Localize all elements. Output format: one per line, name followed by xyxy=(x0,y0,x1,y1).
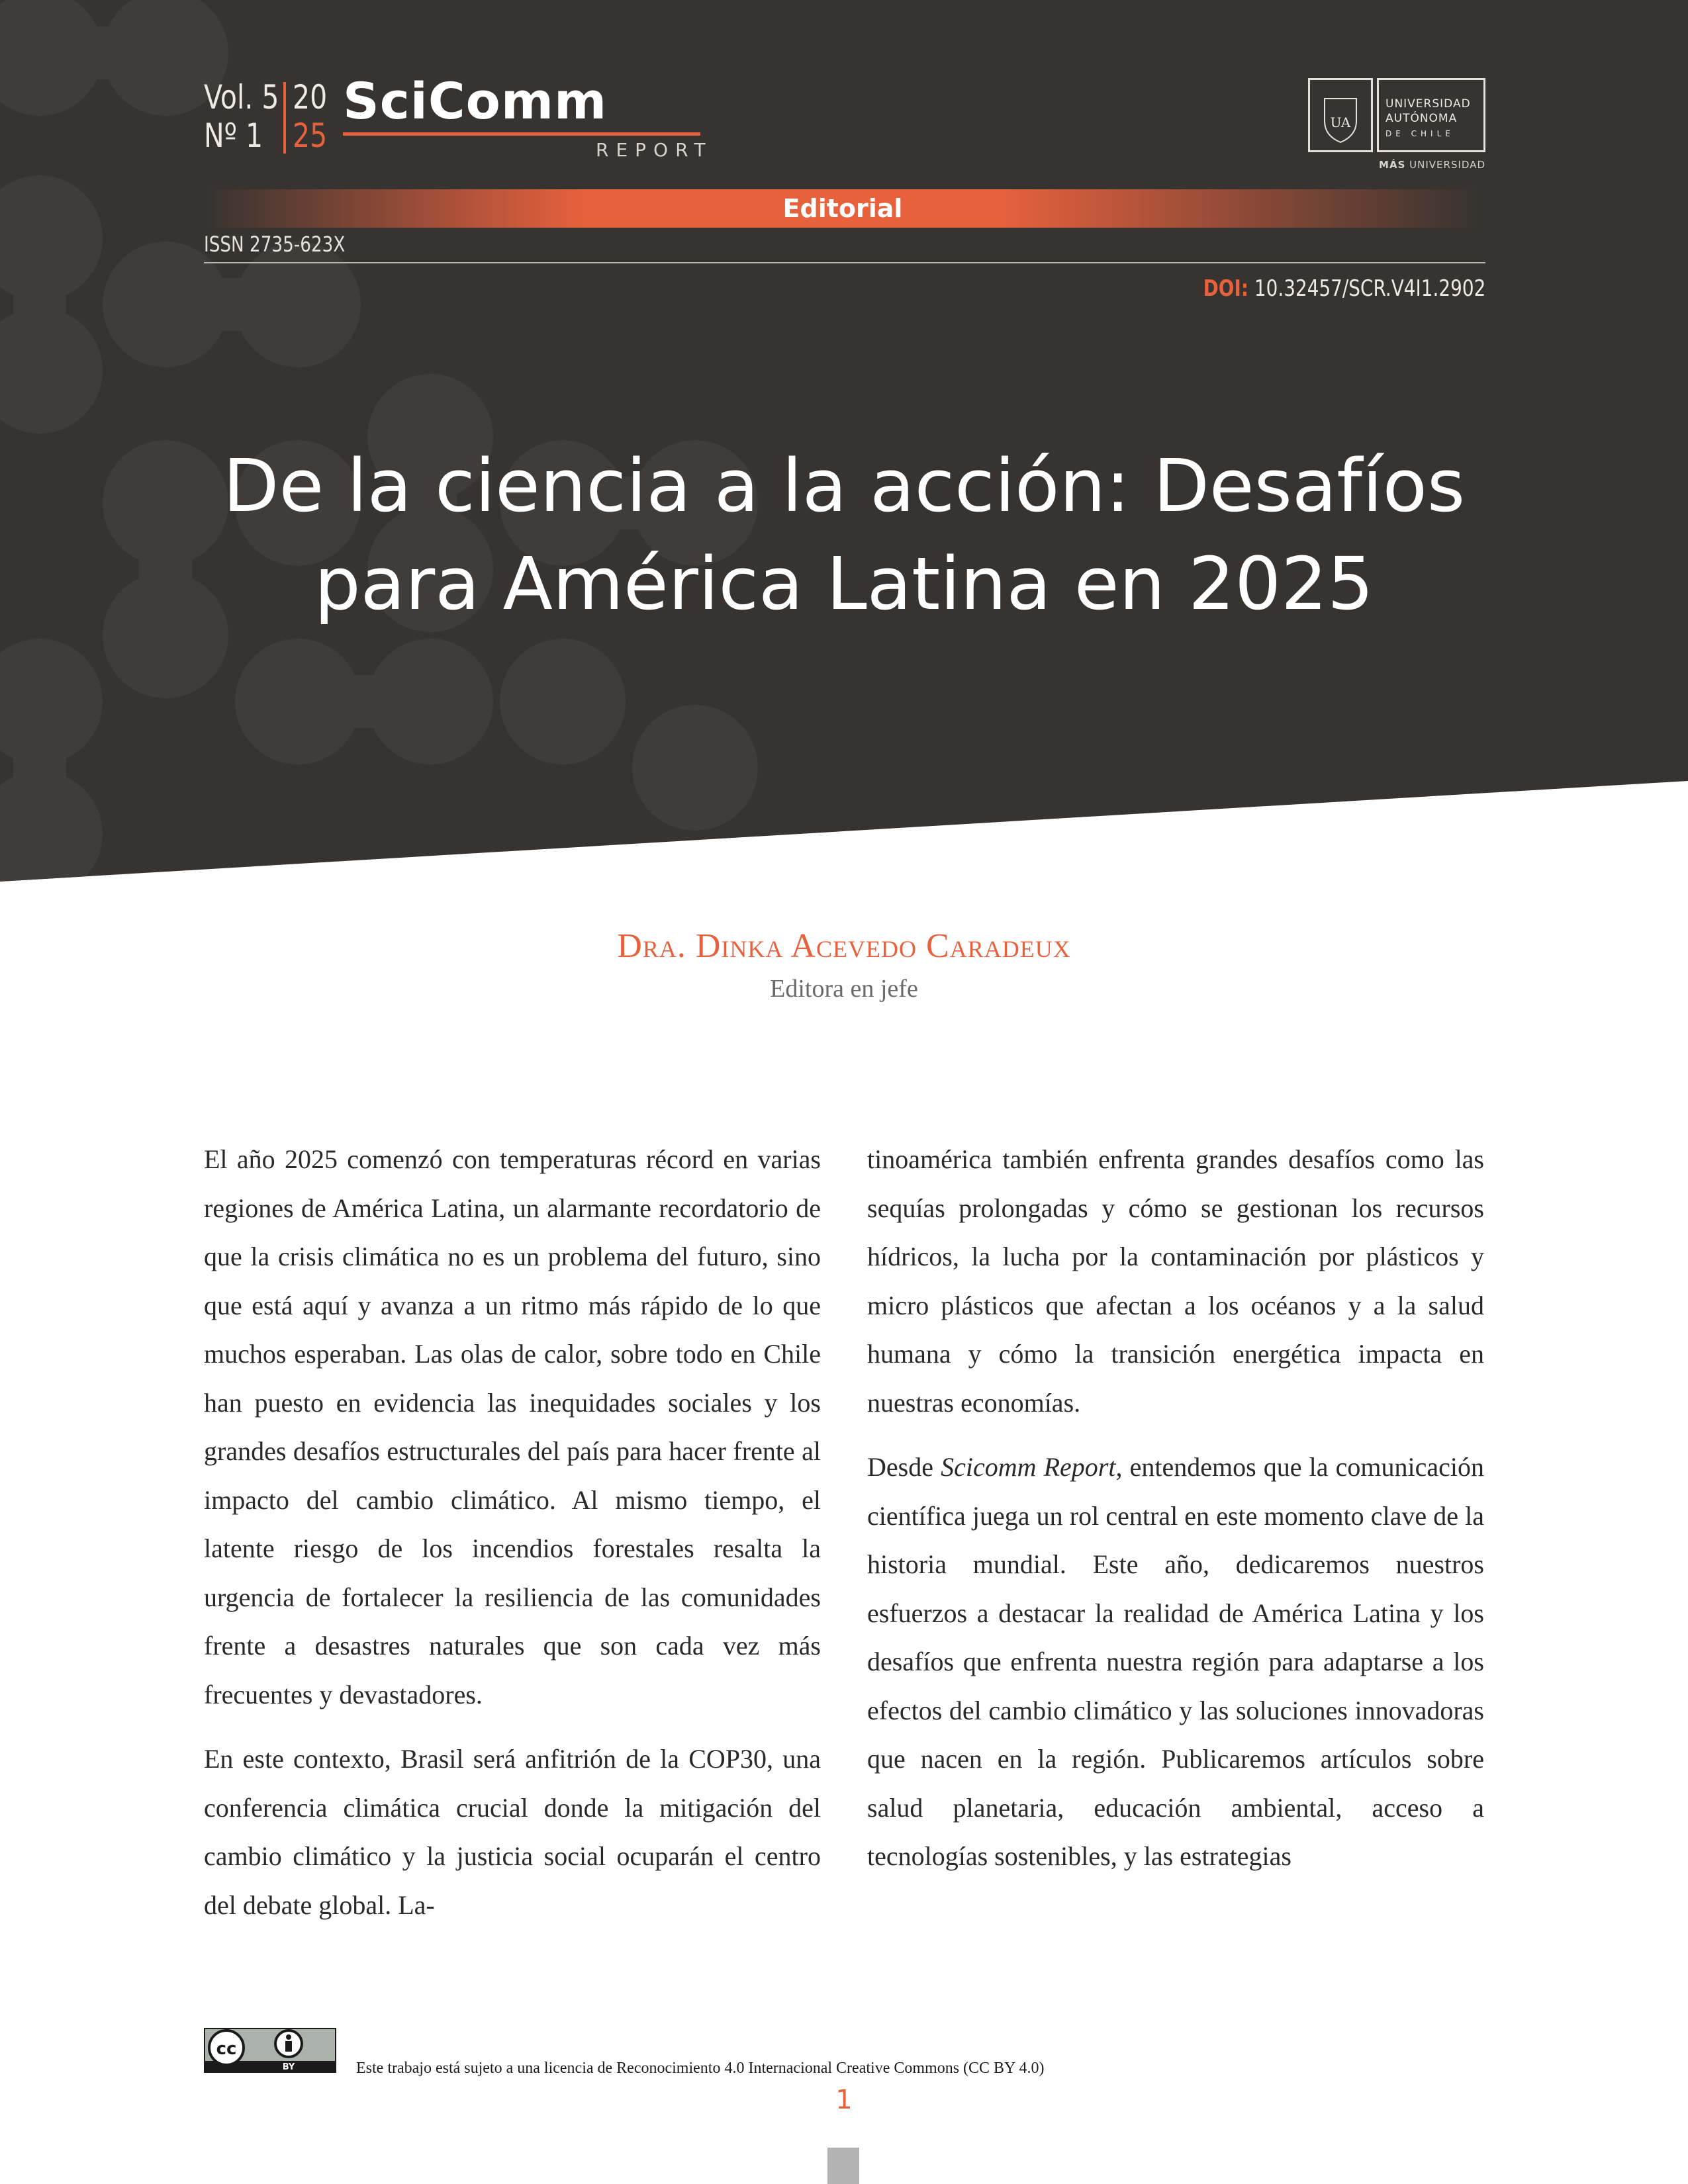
header-rule xyxy=(204,262,1485,263)
university-logo xyxy=(1308,78,1485,171)
paragraph: El año 2025 comenzó con temperaturas récord en varias regiones de América Latina, un alarmante recordatorio de que la crisis climática no es un problema del futuro, sino que está aquí y avanza a un ritmo más rápido de lo que muchos esperaban. Las olas de calor, sobre todo en Chile han puesto en evidencia las inequidades sociales y los grandes desafíos estructurales del país para hacer frente al impacto del cambio climático. Al mismo tiempo, el latente riesgo de los incendios forestales resalta la urgencia de fortalecer la resiliencia de las comunidades frente a desastres naturales que son cada vez más frecuentes y devastadores. xyxy=(204,1144,821,1709)
university-tagline-bold: MÁS xyxy=(1379,159,1406,171)
paragraph-text: Desde xyxy=(867,1452,941,1482)
body-column-left xyxy=(204,1135,821,1945)
body-column-right xyxy=(867,1135,1484,1897)
masthead-year xyxy=(293,78,327,155)
university-name-line3: DE CHILE xyxy=(1385,129,1454,138)
license-text: Este trabajo está sujeto a una licencia de Reconocimiento 4.0 Internacional Creative Commons (CC BY 4.0) xyxy=(356,2060,1045,2077)
paragraph: En este contexto, Brasil será anfitrión de la COP30, una conferencia climática crucial donde la mitigación del cambio climático y la justicia social ocuparán el centro del debate global. La- xyxy=(204,1744,821,1920)
university-name-line1: UNIVERSIDAD xyxy=(1385,97,1471,111)
author-name: Dra. Dinka Acevedo Caradeux xyxy=(617,927,1071,965)
volume-number xyxy=(204,78,279,155)
paragraph: tinoamérica también enfrenta grandes desafíos como las sequías prolongadas y cómo se gestionan los recursos hídricos, la lucha por la contaminación por plásticos y micro plásticos que afectan a los océanos y a la salud humana y cómo la transición energética impacta en nuestras economías. xyxy=(867,1144,1484,1418)
section-banner xyxy=(204,189,1481,228)
doi[interactable] xyxy=(1203,275,1485,302)
journal-name-italic: Scicomm Report xyxy=(941,1452,1116,1482)
section-label: Editorial xyxy=(782,194,903,223)
volume: Vol. 5 xyxy=(204,78,279,116)
issue-number: Nº 1 xyxy=(204,116,263,155)
journal-logo-underline xyxy=(343,132,700,136)
doi-value[interactable]: 10.32457/SCR.V4I1.2902 xyxy=(1254,275,1485,302)
university-tagline xyxy=(1379,159,1485,171)
university-tagline-rest: UNIVERSIDAD xyxy=(1409,159,1485,171)
journal-logo-text: SciComm xyxy=(343,71,608,130)
page-number: 1 xyxy=(835,2085,853,2115)
journal-logo-subtitle: REPORT xyxy=(596,139,713,161)
university-seal-text: UA xyxy=(1330,114,1351,130)
year-top: 20 xyxy=(293,78,328,116)
author-role: Editora en jefe xyxy=(770,975,918,1003)
university-seal-icon xyxy=(1308,78,1373,152)
year-bottom: 25 xyxy=(293,116,328,155)
paragraph-text: , entendemos que la comunicación científica juega un rol central en este momento clave de la historia mundial. Este año, dedicaremos nuestros esfuerzos a destacar la realidad de América Latina y los desafíos que enfrenta nuestra región para adaptarse a los efectos del cambio climático y las soluciones innovadoras que nacen en la región. Publicaremos artículos sobre salud planetaria, educación ambiental, acceso a tecnologías sostenibles, y las estrategias xyxy=(867,1452,1485,1871)
university-name-line2: AUTÓNOMA xyxy=(1385,112,1458,125)
university-name-box xyxy=(1377,78,1485,152)
page-edge-tab xyxy=(827,2148,859,2184)
paragraph xyxy=(867,1443,1484,1881)
article-title: De la ciencia a la acción: Desafíos para América Latina en 2025 xyxy=(222,443,1466,626)
by-badge-text: BY xyxy=(282,2062,295,2072)
issn: ISSN 2735-623X xyxy=(204,232,346,257)
cc-by-license-icon[interactable] xyxy=(204,2028,336,2073)
cc-badge-text: cc xyxy=(216,2039,237,2059)
masthead-divider xyxy=(283,82,286,154)
doi-label: DOI: xyxy=(1203,275,1248,302)
